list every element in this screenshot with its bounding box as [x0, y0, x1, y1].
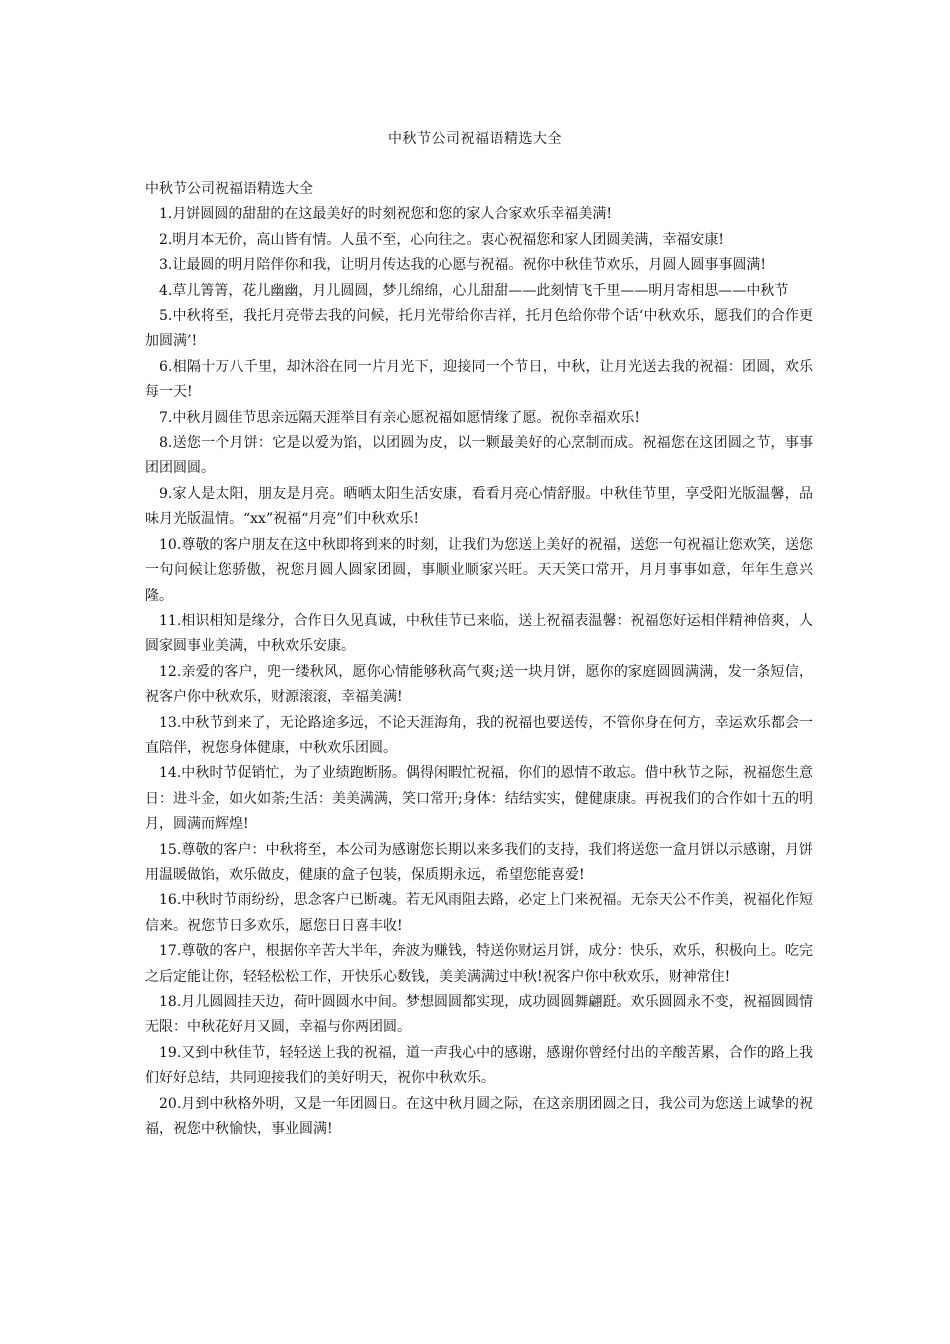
blessing-item-11: 11.相识相知是缘分，合作日久见真诚，中秋佳节已来临，送上祝福表温馨：祝福您好运相伴精神倍爽，人圆家圆事业美满，中秋欢乐安康。	[145, 612, 813, 655]
blessing-item-13: 13.中秋节到来了，无论路途多远，不论天涯海角，我的祝福也要送传，不管你身在何方，幸运欢乐都会一直陪伴，祝您身体健康，中秋欢乐团圆。	[145, 714, 813, 756]
document-subtitle: 中秋节公司祝福语精选大全	[145, 181, 313, 197]
blessing-item-7: 7.中秋月圆佳节思亲远隔天涯举目有亲心愿祝福如愿情缘了愿。祝你幸福欢乐!	[159, 409, 640, 426]
blessing-item-15: 15.尊敬的客户：中秋将至，本公司为感谢您长期以来多我们的支持，我们将送您一盒月饼以示感谢，月饼用温暖做馅，欢乐做皮，健康的盒子包装，保质期永远，希望您能喜爱!	[145, 841, 813, 883]
blessing-item-1: 1.月饼圆圆的甜甜的在这最美好的时刻祝您和您的家人合家欢乐幸福美满!	[159, 206, 612, 223]
blessing-item-17: 17.尊敬的客户，根据你辛苦大半年，奔波为赚钱，特送你财运月饼，成分：快乐，欢乐，积极向上。吃完之后定能让你，轻轻松松工作，开快乐心数钱，美美满满过中秋!祝客户你中秋欢乐，财神常住!	[145, 943, 813, 985]
blessing-item-20: 20.月到中秋格外明，又是一年团圆日。在这中秋月圆之际，在这亲朋团圆之日，我公司为您送上诚挚的祝福，祝您中秋愉快，事业圆满!	[145, 1095, 813, 1138]
blessing-item-5: 5.中秋将至，我托月亮带去我的问候，托月光带给你吉祥，托月色给你带个话‘中秋欢乐，愿我们的合作更加圆满’!	[145, 308, 813, 350]
blessing-item-8: 8.送您一个月饼：它是以爱为馅，以团圆为皮，以一颗最美好的心烹制而成。祝福您在这团圆之节，事事团团圆圆。	[145, 435, 813, 477]
document-title: 中秋节公司祝福语精选大全	[388, 131, 562, 147]
blessing-item-16: 16.中秋时节雨纷纷，思念客户已断魂。若无风雨阻去路，必定上门来祝福。无奈天公不作美，祝福化作短信来。祝您节日多欢乐，愿您日日喜丰收!	[145, 892, 813, 934]
blessing-item-6: 6.相隔十万八千里，却沐浴在同一片月光下，迎接同一个节日，中秋，让月光送去我的祝福：团圆，欢乐每一天!	[145, 358, 813, 401]
blessing-item-18: 18.月儿圆圆挂天边，荷叶圆圆水中间。梦想圆圆都实现，成功圆圆舞翩跹。欢乐圆圆永不变，祝福圆圆情无限：中秋花好月又圆，幸福与你两团圆。	[145, 994, 813, 1036]
blessing-item-9: 9.家人是太阳，朋友是月亮。晒晒太阳生活安康，看看月亮心情舒服。中秋佳节里，享受阳光版温馨，品味月光版温情。“xx”祝福“月亮”们中秋欢乐!	[145, 485, 813, 528]
blessing-item-12: 12.亲爱的客户，兜一缕秋风，愿你心情能够秋高气爽;送一块月饼，愿你的家庭圆圆满满，发一条短信，祝客户你中秋欢乐，财源滚滚，幸福美满!	[145, 663, 813, 706]
blessing-item-2: 2.明月本无价，高山皆有情。人虽不至，心向往之。衷心祝福您和家人团圆美满，幸福安康!	[159, 231, 724, 248]
blessing-item-14: 14.中秋时节促销忙，为了业绩跑断肠。偶得闲暇忙祝福，你们的恩情不敢忘。借中秋节之际，祝福您生意日：进斗金，如火如荼;生活：美美满满，笑口常开;身体：结结实实，健健康康。再祝我们的合作如十五的明月，圆满而辉煌!	[145, 765, 813, 833]
blessing-item-19: 19.又到中秋佳节，轻轻送上我的祝福，道一声我心中的感谢，感谢你曾经付出的辛酸苦累，合作的路上我们好好总结，共同迎接我们的美好明天，祝你中秋欢乐。	[145, 1044, 813, 1087]
blessing-item-10: 10.尊敬的客户朋友在这中秋即将到来的时刻，让我们为您送上美好的祝福，送您一句祝福让您欢笑，送您一句问候让您骄傲，祝您月圆人圆家团圆，事顺业顺家兴旺。天天笑口常开，月月事事如意，年年生意兴隆。	[145, 536, 813, 604]
blessing-item-4: 4.草儿箐箐，花儿幽幽，月儿圆圆，梦儿绵绵，心儿甜甜——此刻情飞千里——明月寄相思——中秋节	[159, 282, 789, 299]
document-body	[145, 177, 813, 1142]
blessing-item-3: 3.让最圆的明月陪伴你和我，让明月传达我的心愿与祝福。祝你中秋佳节欢乐，月圆人圆事事圆满!	[159, 257, 766, 274]
